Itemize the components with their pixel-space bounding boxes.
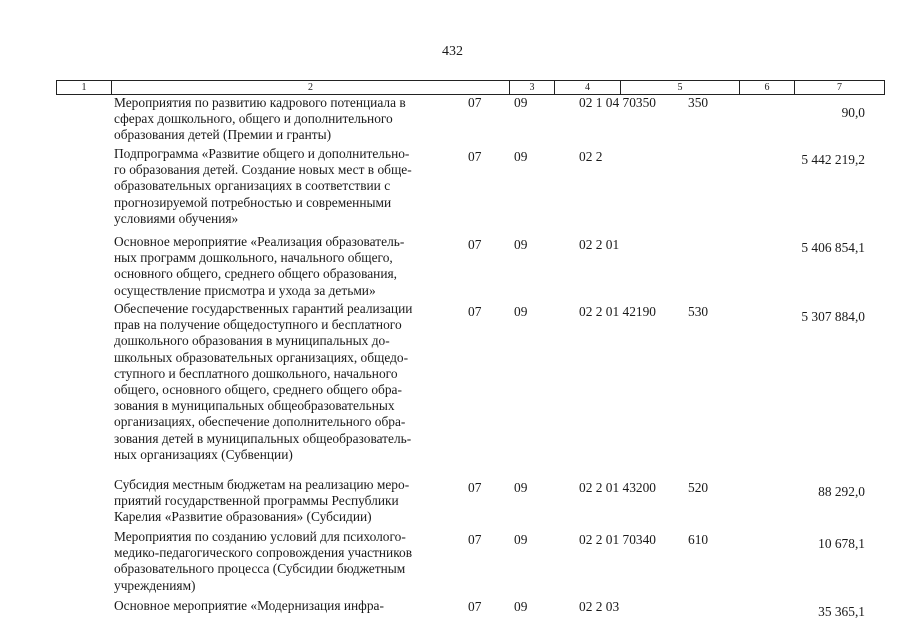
cell-subsection: 09 <box>514 532 528 547</box>
desc-line: образования детей (Премии и гранты) <box>114 127 332 143</box>
desc-line: дошкольного образования в муниципальных до- <box>114 333 390 349</box>
cell-subsection: 09 <box>514 599 528 614</box>
desc-line: организациях, обеспечение дополнительного обра- <box>114 414 406 430</box>
desc-line: зования в муниципальных общеобразовательных <box>114 398 395 414</box>
cell-section: 07 <box>468 599 482 614</box>
row-description <box>114 234 459 299</box>
header-col-4: 4 <box>555 81 621 94</box>
header-col-3: 3 <box>510 81 555 94</box>
cell-subsection: 09 <box>514 480 528 495</box>
cell-target-code: 02 2 03 <box>579 599 620 614</box>
desc-line: условиями обучения» <box>114 210 239 226</box>
header-col-1: 1 <box>57 81 112 94</box>
row-description <box>114 301 459 463</box>
cell-section: 07 <box>468 149 482 164</box>
cell-amount: 10 678,1 <box>818 536 865 551</box>
cell-subsection: 09 <box>514 304 528 319</box>
cell-target-code: 02 2 <box>579 149 603 164</box>
page-number: 432 <box>442 44 463 59</box>
desc-line: Подпрограмма «Развитие общего и дополнительно- <box>114 146 410 161</box>
cell-section: 07 <box>468 532 482 547</box>
desc-line: учреждениям) <box>114 577 196 593</box>
cell-target-code: 02 1 04 70350 <box>579 95 656 110</box>
cell-target-code: 02 2 01 70340 <box>579 532 656 547</box>
cell-section: 07 <box>468 480 482 495</box>
desc-line: сферах дошкольного, общего и дополнительного <box>114 111 393 127</box>
row-description <box>114 95 459 144</box>
desc-line: образовательных организациях в соответствии с <box>114 178 391 194</box>
desc-line: образовательного процесса (Субсидии бюджетным <box>114 561 406 577</box>
row-description <box>114 529 459 594</box>
cell-amount: 35 365,1 <box>818 604 865 619</box>
cell-expense-type: 520 <box>688 480 709 495</box>
cell-subsection: 09 <box>514 95 528 110</box>
desc-line: медико-педагогического сопровождения участников <box>114 545 413 561</box>
desc-line: общего, основного общего, среднего общего обра- <box>114 382 402 398</box>
cell-amount: 88 292,0 <box>818 484 865 499</box>
cell-section: 07 <box>468 237 482 252</box>
desc-line: Основное мероприятие «Модернизация инфра- <box>114 598 384 613</box>
row-description <box>114 477 459 526</box>
cell-amount: 5 307 884,0 <box>801 309 865 324</box>
desc-line: го образования детей. Создание новых мест в обще- <box>114 162 412 178</box>
cell-subsection: 09 <box>514 149 528 164</box>
cell-amount: 90,0 <box>841 105 865 120</box>
desc-line: Мероприятия по созданию условий для психолого- <box>114 529 406 544</box>
cell-amount: 5 406 854,1 <box>801 240 865 255</box>
desc-line: Мероприятия по развитию кадрового потенциала в <box>114 95 406 110</box>
desc-line: основного общего, среднего общего образования, <box>114 266 398 282</box>
desc-line: ных программ дошкольного, начального общего, <box>114 250 393 266</box>
header-col-6: 6 <box>740 81 795 94</box>
desc-line: зования детей в муниципальных общеобразователь- <box>114 430 412 446</box>
header-col-2: 2 <box>112 81 510 94</box>
header-col-7: 7 <box>837 82 842 93</box>
desc-line: прогнозируемой потребностью и современными <box>114 194 392 210</box>
desc-line: Обеспечение государственных гарантий реализации <box>114 301 413 316</box>
desc-line: прав на получение общедоступного и бесплатного <box>114 317 402 333</box>
cell-target-code: 02 2 01 42190 <box>579 304 656 319</box>
desc-line: школьных образовательных организациях, общедо- <box>114 349 409 365</box>
row-description <box>114 598 459 614</box>
row-description <box>114 146 459 227</box>
cell-target-code: 02 2 01 43200 <box>579 480 656 495</box>
desc-line: Основное мероприятие «Реализация образователь- <box>114 234 405 249</box>
cell-section: 07 <box>468 304 482 319</box>
desc-line: Субсидия местным бюджетам на реализацию меро- <box>114 477 410 492</box>
cell-target-code: 02 2 01 <box>579 237 620 252</box>
desc-line: ступного и бесплатного дошкольного, начального <box>114 365 398 381</box>
cell-amount: 5 442 219,2 <box>801 152 865 167</box>
cell-section: 07 <box>468 95 482 110</box>
cell-expense-type: 350 <box>688 95 709 110</box>
header-col-5: 5 <box>621 81 740 94</box>
desc-line: осуществление присмотра и ухода за детьми» <box>114 282 376 298</box>
desc-line: приятий государственной программы Республики <box>114 493 399 509</box>
cell-subsection: 09 <box>514 237 528 252</box>
desc-line: Карелия «Развитие образования» (Субсидии) <box>114 509 372 525</box>
table-header <box>56 80 885 95</box>
desc-line: ных организациях (Субвенции) <box>114 446 293 462</box>
cell-expense-type: 530 <box>688 304 709 319</box>
cell-expense-type: 610 <box>688 532 709 547</box>
